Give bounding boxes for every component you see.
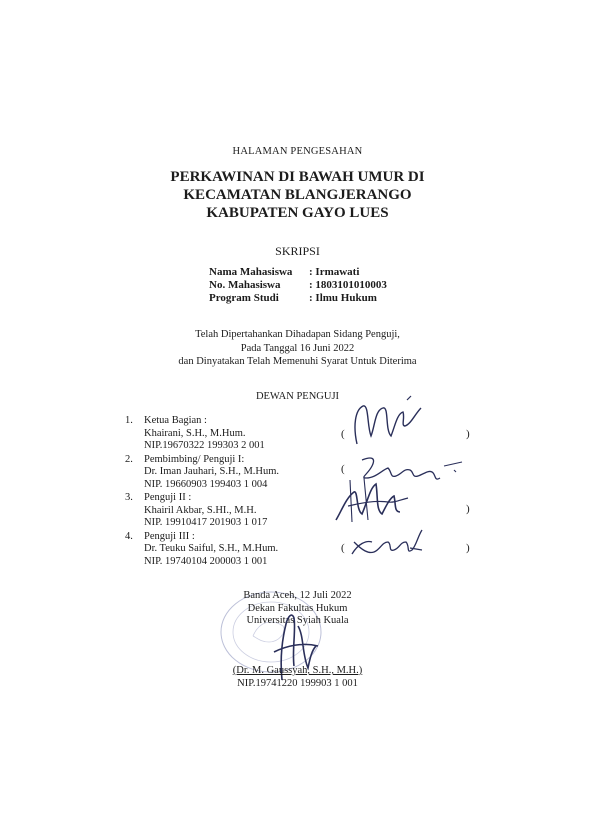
student-name-value: : Irmawati <box>309 266 360 278</box>
examiner-role: Ketua Bagian : <box>144 415 207 426</box>
defense-line-1: Telah Dipertahankan Dihadapan Sidang Penguji, <box>195 329 400 340</box>
signature-close-paren-3: ) <box>466 503 470 515</box>
place-date: Banda Aceh, 12 Juli 2022 <box>243 590 352 601</box>
examiner-number: 1. <box>125 415 133 426</box>
signature-open-paren-1: ( <box>341 428 345 440</box>
document-type: SKRIPSI <box>275 244 320 258</box>
defense-line-3: dan Dinyatakan Telah Memenuhi Syarat Untuk Diterima <box>178 356 417 367</box>
examiner-number: 3. <box>125 492 133 503</box>
signature-open-paren-4: ( <box>341 542 345 554</box>
title-line-1: PERKAWINAN DI BAWAH UMUR DI <box>170 169 425 185</box>
examiner-name: Khairil Akbar, S.HI., M.H. <box>144 504 257 516</box>
dean-nip: NIP.19741220 199903 1 001 <box>237 678 358 689</box>
thesis-title <box>0 168 595 222</box>
signature-close-paren-1: ) <box>466 428 470 440</box>
board-heading: DEWAN PENGUJI <box>255 391 340 402</box>
signature-3 <box>328 470 418 530</box>
title-line-2: KECAMATAN BLANGJERANGO <box>183 187 412 203</box>
dean-name: (Dr. M. Gaussyah, S.H., M.H.) <box>232 665 363 676</box>
signature-4 <box>348 528 428 560</box>
student-name-label: Nama Mahasiswa <box>209 266 293 278</box>
student-name-row <box>209 266 387 279</box>
defense-line-2: Pada Tanggal 16 Juni 2022 <box>240 342 355 354</box>
program-label: Program Studi <box>209 292 279 304</box>
program-row <box>209 292 387 305</box>
examiner-name: Dr. Teuku Saiful, S.H., M.Hum. <box>144 543 279 554</box>
title-line-3: KABUPATEN GAYO LUES <box>206 205 389 221</box>
student-number-row <box>209 279 387 292</box>
signature-close-paren-4: ) <box>466 542 470 554</box>
signature-open-paren-2: ( <box>341 463 345 475</box>
examiner-role: Penguji III : <box>144 530 195 542</box>
examiner-nip: NIP. 19910417 201903 1 017 <box>144 517 268 528</box>
examiner-nip: NIP. 19660903 199403 1 004 <box>144 478 268 490</box>
examiner-name: Khairani, S.H., M.Hum. <box>144 427 246 439</box>
dean-identity <box>0 664 595 690</box>
examiner-role: Penguji II : <box>144 492 192 503</box>
defense-statement <box>0 328 595 369</box>
examiner-nip: NIP.19670322 199303 2 001 <box>144 440 265 451</box>
student-number-value: : 1803101010003 <box>309 279 387 291</box>
examiner-number: 4. <box>125 530 133 542</box>
program-value: : Ilmu Hukum <box>309 292 377 304</box>
page-heading: HALAMAN PENGESAHAN <box>232 146 363 157</box>
examiner-number: 2. <box>125 453 133 465</box>
examiner-name: Dr. Iman Jauhari, S.H., M.Hum. <box>144 466 280 477</box>
signature-1 <box>345 396 435 451</box>
student-number-label: No. Mahasiswa <box>209 279 281 291</box>
institution-name: Universitas Syiah Kuala <box>246 615 349 626</box>
student-info <box>209 266 387 305</box>
examiner-4 <box>125 531 485 569</box>
examiner-role: Pembimbing/ Penguji I: <box>144 453 245 465</box>
examiner-nip: NIP. 19740104 200003 1 001 <box>144 555 268 567</box>
dean-position: Dekan Fakultas Hukum <box>247 602 348 614</box>
